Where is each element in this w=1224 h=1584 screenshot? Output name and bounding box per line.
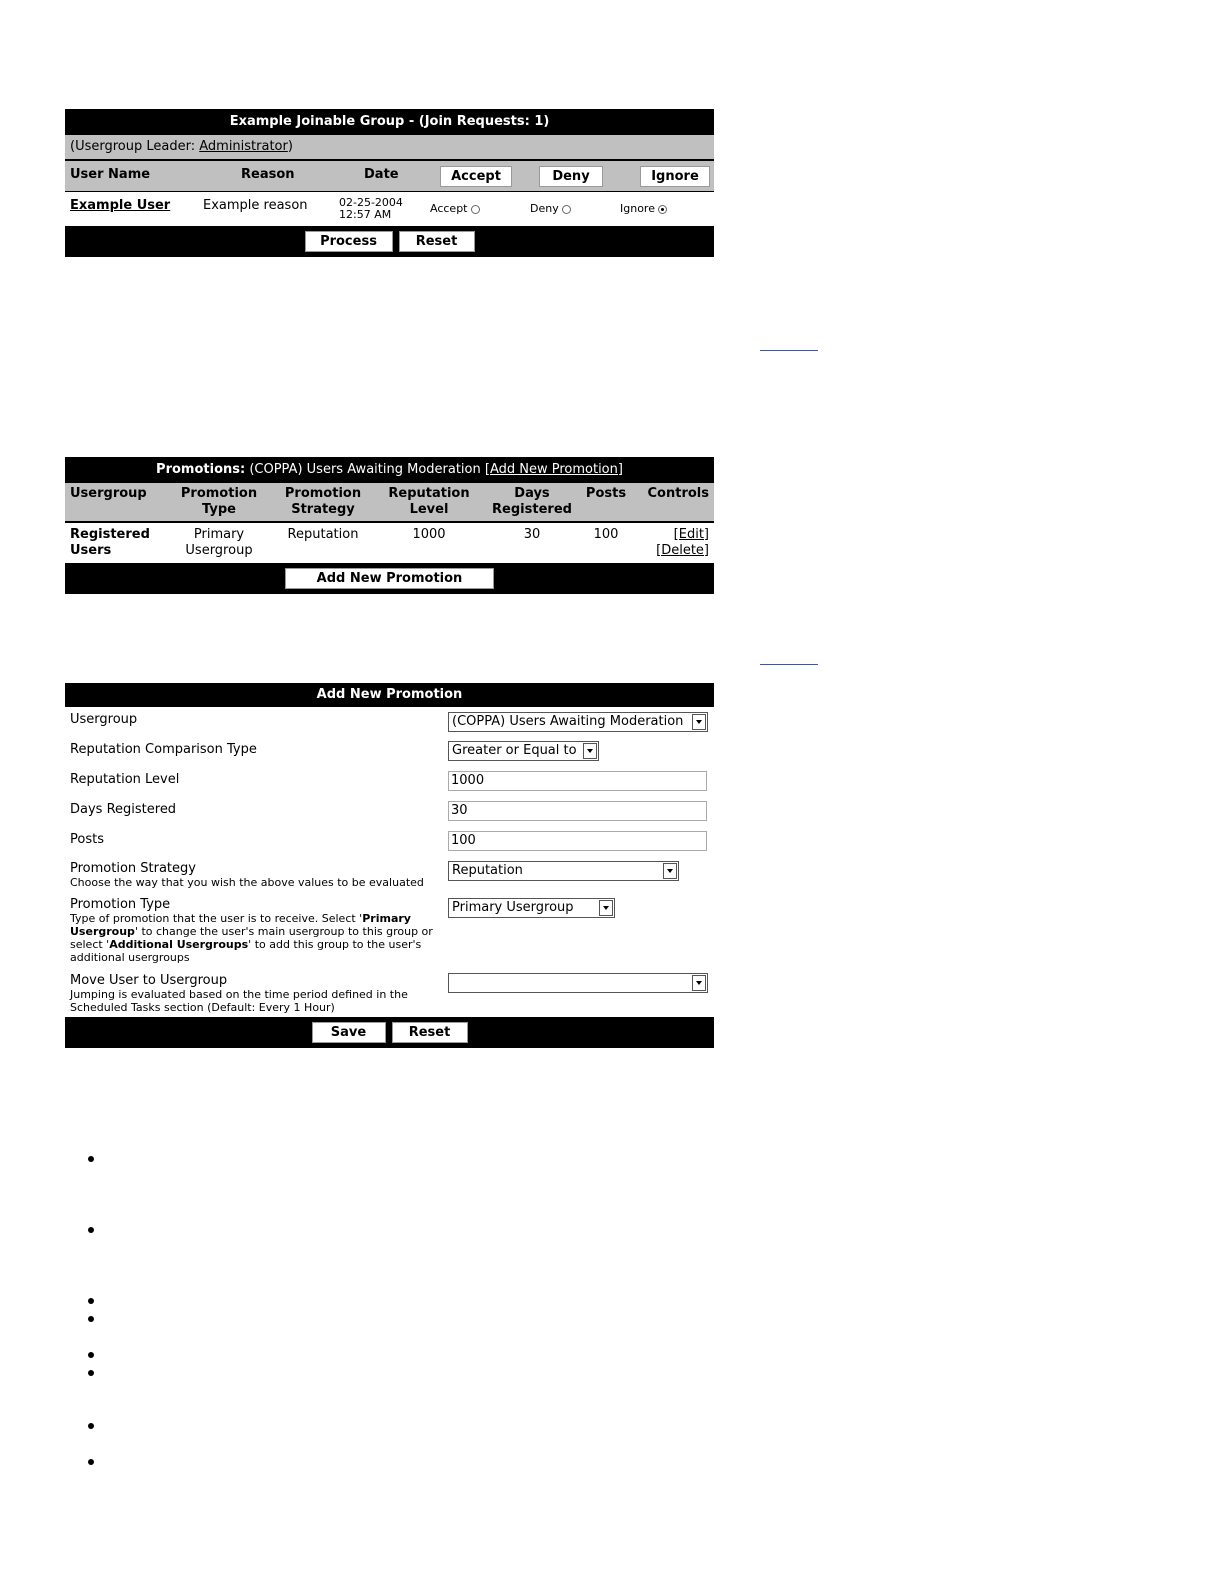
- radio-accept-option[interactable]: Accept: [430, 202, 480, 215]
- top-link[interactable]: [760, 350, 818, 351]
- row-usergroup: Registered Users: [70, 527, 150, 558]
- move-user-label: Move User to Usergroup: [70, 973, 228, 988]
- col-reputation-level: Reputation Level: [388, 486, 470, 517]
- row-promotion-strategy: Reputation: [287, 527, 359, 542]
- ignore-all-button[interactable]: Ignore: [640, 166, 710, 187]
- strategy-label: Promotion Strategy: [70, 861, 196, 876]
- col-reason: Reason: [241, 167, 295, 182]
- save-button[interactable]: Save: [312, 1022, 386, 1043]
- usergroup-select[interactable]: (COPPA) Users Awaiting Moderation: [448, 712, 708, 732]
- request-reason: Example reason: [203, 198, 308, 213]
- usergroup-leader-row: (Usergroup Leader: Administrator): [65, 135, 714, 161]
- form-body: [65, 707, 714, 1017]
- usergroup-label: Usergroup: [70, 712, 138, 727]
- reset-button[interactable]: Reset: [399, 231, 475, 252]
- promotion-type-description: Type of promotion that the user is to receive. Select 'Primary Usergroup' to change the user's main usergroup to this group or select 'Additional Usergroups' to add this group to the user's additional usergroups: [70, 912, 433, 964]
- posts-label: Posts: [70, 832, 104, 847]
- deny-radio[interactable]: [562, 205, 571, 214]
- top-link-2[interactable]: [760, 664, 818, 665]
- promotion-type-label: Promotion Type: [70, 897, 171, 912]
- row-promotion-type: Primary Usergroup: [185, 527, 253, 558]
- request-date: 02-25-2004 12:57 AM: [339, 196, 403, 221]
- move-user-select[interactable]: [448, 973, 708, 993]
- reset-form-button[interactable]: Reset: [392, 1022, 468, 1043]
- col-date: Date: [364, 167, 399, 182]
- add-promotion-title: Add New Promotion: [65, 683, 714, 707]
- join-footer: [65, 226, 714, 257]
- add-promotion-footer: [65, 1017, 714, 1048]
- accept-radio[interactable]: [471, 205, 480, 214]
- col-promotion-type: Promotion Type: [180, 486, 258, 517]
- promotion-type-label-block: [70, 897, 435, 964]
- join-header-row: [65, 161, 714, 192]
- add-promotion-panel: [65, 683, 714, 1048]
- promotion-row: [65, 523, 714, 563]
- chevron-down-icon: [692, 714, 706, 730]
- row-controls: [656, 527, 709, 559]
- row-reputation-level: 1000: [412, 527, 446, 542]
- delete-link[interactable]: [Delete]: [656, 543, 709, 558]
- row-posts: 100: [593, 527, 619, 542]
- promotions-footer: [65, 563, 714, 594]
- list-item: [88, 1459, 94, 1465]
- posts-input[interactable]: 100: [448, 831, 707, 851]
- col-posts: Posts: [585, 486, 627, 501]
- edit-link[interactable]: [Edit]: [673, 527, 709, 542]
- request-username-link[interactable]: Example User: [70, 198, 171, 213]
- list-item: [88, 1352, 94, 1358]
- add-new-promotion-link[interactable]: [Add New Promotion]: [484, 462, 623, 477]
- process-button[interactable]: Process: [305, 231, 393, 252]
- promotions-title: Promotions: (COPPA) Users Awaiting Moderation [Add New Promotion]: [65, 457, 714, 483]
- leader-link[interactable]: Administrator: [199, 139, 288, 154]
- col-usergroup: Usergroup: [70, 486, 147, 501]
- strategy-description: Choose the way that you wish the above values to be evaluated: [70, 876, 424, 889]
- col-controls: Controls: [647, 486, 709, 501]
- join-request-row: [65, 192, 714, 226]
- list-item: [88, 1370, 94, 1376]
- list-item: [88, 1298, 94, 1304]
- row-days-registered: 30: [523, 527, 541, 542]
- move-user-description: Jumping is evaluated based on the time period defined in the Scheduled Tasks section (Default: Every 1 Hour): [70, 988, 408, 1014]
- chevron-down-icon: [692, 975, 706, 991]
- chevron-down-icon: [599, 900, 613, 916]
- chevron-down-icon: [583, 743, 597, 759]
- list-item: [88, 1227, 94, 1233]
- col-username: User Name: [70, 167, 151, 182]
- list-item: [88, 1156, 94, 1162]
- ignore-radio[interactable]: [658, 205, 667, 214]
- chevron-down-icon: [663, 863, 677, 879]
- promotions-panel: [65, 457, 714, 594]
- strategy-label-block: [70, 861, 440, 889]
- rep-comparison-select[interactable]: Greater or Equal to: [448, 741, 599, 761]
- promotions-header-row: [65, 483, 714, 523]
- days-registered-label: Days Registered: [70, 802, 177, 817]
- col-days-registered: Days Registered: [492, 486, 572, 517]
- radio-ignore-option[interactable]: Ignore: [620, 202, 667, 215]
- list-item: [88, 1316, 94, 1322]
- rep-level-label: Reputation Level: [70, 772, 180, 787]
- col-promotion-strategy: Promotion Strategy: [284, 486, 362, 517]
- add-new-promotion-button[interactable]: Add New Promotion: [285, 568, 494, 589]
- days-registered-input[interactable]: 30: [448, 801, 707, 821]
- rep-level-input[interactable]: 1000: [448, 771, 707, 791]
- deny-all-button[interactable]: Deny: [539, 166, 603, 187]
- join-requests-panel: [65, 109, 714, 256]
- accept-all-button[interactable]: Accept: [440, 166, 512, 187]
- promotion-type-select[interactable]: Primary Usergroup: [448, 898, 615, 918]
- radio-deny-option[interactable]: Deny: [530, 202, 571, 215]
- list-item: [88, 1423, 94, 1429]
- rep-comparison-label: Reputation Comparison Type: [70, 742, 257, 757]
- move-user-label-block: [70, 973, 435, 1014]
- join-group-title: Example Joinable Group - (Join Requests: 1): [65, 109, 714, 135]
- strategy-select[interactable]: Reputation: [448, 861, 679, 881]
